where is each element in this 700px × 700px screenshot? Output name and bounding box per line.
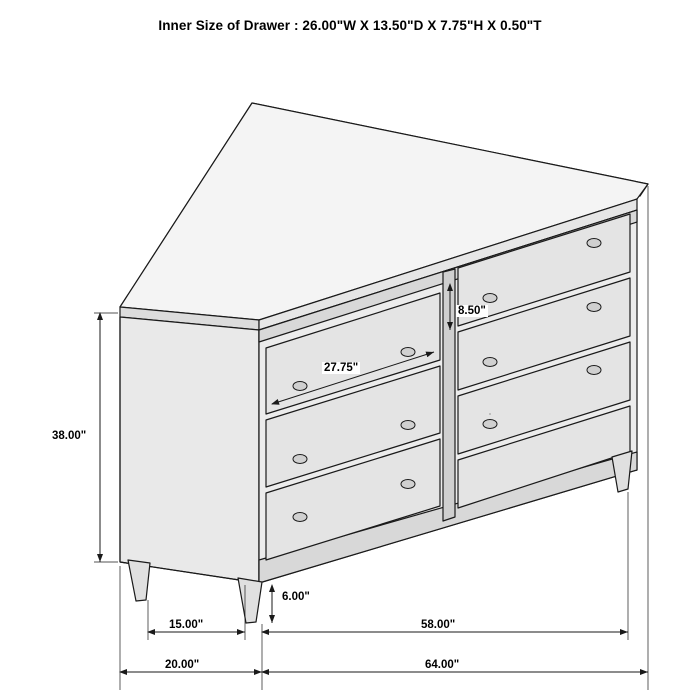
drawer-knob-icon bbox=[587, 366, 601, 375]
dim-label-leg-height: 6.00" bbox=[282, 591, 310, 603]
drawer-knob-icon bbox=[293, 513, 307, 522]
dim-label-height: 38.00" bbox=[52, 430, 87, 442]
dim-label-side-depth: 15.00" bbox=[169, 619, 204, 631]
drawer-knob-icon bbox=[483, 358, 497, 367]
dim-label-drawer-front-width: 27.75" bbox=[324, 362, 359, 374]
leg-front-left bbox=[128, 560, 150, 601]
dim-label-front-width: 58.00" bbox=[421, 619, 456, 631]
dim-label-overall-depth: 20.00" bbox=[165, 659, 200, 671]
dresser-left-side-panel bbox=[120, 317, 259, 583]
drawer-knob-icon bbox=[483, 420, 497, 429]
drawer-knob-icon bbox=[401, 421, 415, 430]
drawer-knob-icon bbox=[401, 480, 415, 489]
drawer-knob-icon bbox=[293, 455, 307, 464]
drawer-knob-icon bbox=[483, 294, 497, 303]
leg-right bbox=[612, 451, 632, 492]
drawer-knob-icon bbox=[401, 348, 415, 357]
drawer-knob-icon bbox=[293, 382, 307, 391]
dim-label-drawer-front-height: 8.50" bbox=[458, 305, 486, 317]
center-stile bbox=[443, 269, 455, 521]
leg-center-front bbox=[238, 578, 262, 623]
drawer-knob-icon bbox=[587, 303, 601, 312]
drawer-knob-icon bbox=[587, 239, 601, 248]
dresser-illustration bbox=[120, 103, 648, 623]
dim-label-overall-width: 64.00" bbox=[425, 659, 460, 671]
page-title: Inner Size of Drawer : 26.00"W X 13.50"D X 7.75"H X 0.50"T bbox=[158, 18, 542, 33]
